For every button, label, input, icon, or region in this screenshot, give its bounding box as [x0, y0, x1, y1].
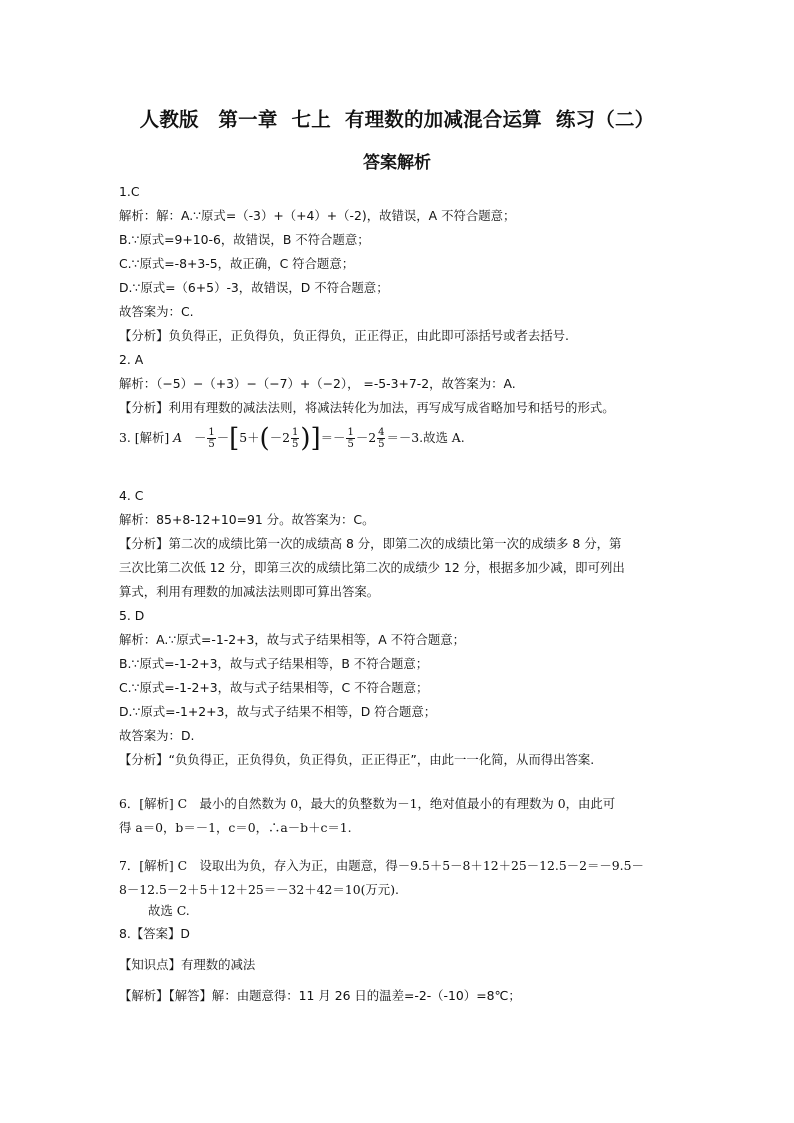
q1-line: D.∵原式=（6+5）-3，故错误，D 不符合题意； — [119, 280, 389, 295]
q2-line: 解析：（−5）−（+3）−（−7）+（−2）， =-5-3+7-2，故答案为：A. — [119, 376, 516, 391]
q3-frac-num: 1 — [347, 427, 354, 438]
q1-analysis: 【分析】负负得正，正负得负，负正得负，正正得正，由此即可添括号或者去括号. — [119, 328, 570, 343]
q3-letter: A — [173, 430, 183, 445]
q5-line: C.∵原式=-1-2+3，故与式子结果相等，C 不符合题意； — [119, 680, 429, 695]
q5-line: 故答案为：D. — [119, 728, 195, 743]
q8-answer: 8.【答案】D — [119, 926, 190, 941]
q3-term: －2 — [269, 430, 290, 445]
q3-frac-den: 5 — [378, 439, 385, 450]
q7-conclusion: 故选 C. — [148, 903, 190, 918]
q3-frac-num: 1 — [208, 427, 215, 438]
q2-answer: 2. A — [119, 352, 144, 367]
q2-analysis: 【分析】利用有理数的减法法则，将减法转化为加法，再写成写成省略加号和括号的形式。 — [119, 400, 615, 415]
q6-solution: 得 a＝0，b＝－1，c＝0，∴a－b＋c＝1. — [119, 820, 352, 835]
q3-term: －2 — [355, 430, 377, 445]
q3-frac-den: 5 — [291, 439, 299, 450]
q6-solution: 6．[解析] C 最小的自然数为 0，最大的负整数为－1，绝对值最小的有理数为 0，由此可 — [119, 796, 616, 811]
q3-frac-den: 5 — [208, 439, 215, 450]
q3-sign: － — [216, 430, 230, 445]
q7-solution: 7．[解析] C 设取出为负，存入为正，由题意，得－9.5＋5－8＋12＋25－12.5－2＝－9.5－ — [119, 858, 644, 873]
q1-line: B.∵原式=9+10-6，故错误，B 不符合题意； — [119, 232, 370, 247]
q7-solution: 8－12.5－2＋5＋12＋25＝－32＋42＝10(万元). — [119, 882, 399, 897]
q1-answer: 1.C — [119, 184, 140, 199]
q3-frac-num: 1 — [291, 427, 299, 438]
page-title: 人教版 第一章 七上 有理数的加减混合运算 练习（二） — [139, 108, 655, 131]
q4-analysis: 三次比第二次低 12 分，即第三次的成绩比第二次的成绩少 12 分，根据多加少减，即可列出 — [119, 560, 625, 575]
q1-line: 故答案为：C. — [119, 304, 194, 319]
q4-answer: 4. C — [119, 488, 144, 503]
q5-line: B.∵原式=-1-2+3，故与式子结果相等，B 不符合题意； — [119, 656, 429, 671]
q3-fraction — [346, 427, 354, 450]
q3-fraction — [207, 427, 215, 450]
q3-prefix: 3. [解析] — [119, 430, 170, 445]
q5-answer: 5. D — [119, 608, 145, 623]
q5-analysis: 【分析】“负负得正，正负得负，负正得负，正正得正”，由此一一化简，从而得出答案. — [119, 752, 595, 767]
page-subtitle: 答案解析 — [363, 153, 431, 173]
q5-line: D.∵原式=-1+2+3，故与式子结果不相等，D 符合题意； — [119, 704, 437, 719]
q3-sign: － — [193, 430, 207, 445]
q3-solution: 3. [解析] A － $\frac{1}{5}$ －[5＋(－2 $\frac{1}{5}$ )]＝－ $\frac{1}{5}$ －2 $\frac{4}{5}$ ＝－3.故选 A. — [119, 423, 465, 454]
q1-line: 解析：解：A.∵原式=（-3）+（+4）+（-2)，故错误，A 不符合题意； — [119, 208, 516, 223]
q8-knowledge-point: 【知识点】有理数的减法 — [119, 957, 256, 972]
q3-term: 5＋ — [239, 430, 260, 445]
q3-fraction — [291, 427, 299, 450]
q3-frac-den: 5 — [347, 439, 354, 450]
q3-frac-num: 4 — [378, 427, 385, 438]
q3-tail: ＝－3.故选 A. — [386, 430, 465, 445]
q4-line: 解析：85+8-12+10=91 分。故答案为：C。 — [119, 512, 375, 527]
q1-line: C.∵原式=-8+3-5，故正确，C 符合题意； — [119, 256, 355, 271]
q8-solution: 【解析】【解答】解：由题意得：11 月 26 日的温差=-2-（-10）=8℃； — [119, 988, 521, 1003]
q3-fraction — [377, 427, 385, 450]
q4-analysis: 【分析】第二次的成绩比第一次的成绩高 8 分，即第二次的成绩比第一次的成绩多 8 分，第 — [119, 536, 622, 551]
q4-analysis: 算式，利用有理数的加减法法则即可算出答案。 — [119, 584, 380, 599]
q3-sign: ＝－ — [320, 430, 346, 445]
q5-line: 解析：A.∵原式=-1-2+3，故与式子结果相等，A 不符合题意； — [119, 632, 466, 647]
